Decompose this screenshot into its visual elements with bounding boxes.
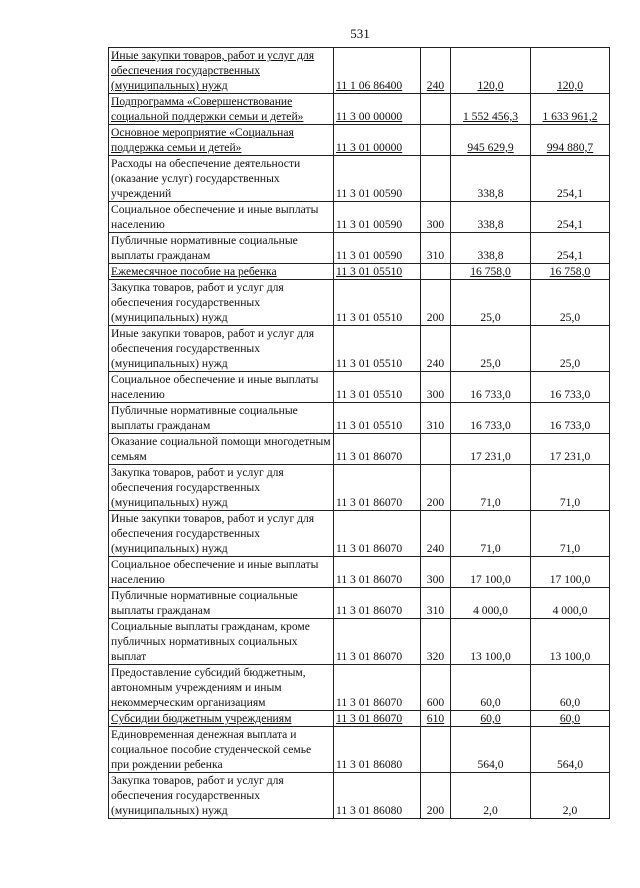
row-sum2-cell	[531, 511, 610, 557]
row-code-cell	[334, 94, 421, 125]
row-sum1-cell	[451, 665, 531, 711]
row-sum2-text: 16 733,0	[549, 419, 591, 432]
row-code-text: 11 3 01 05510	[336, 357, 403, 370]
row-vr-text: 310	[426, 249, 445, 262]
row-code-cell	[334, 588, 421, 619]
row-name-text: Публичные нормативные социальные выплаты гражданам	[111, 404, 298, 432]
row-sum1-cell	[451, 727, 531, 773]
row-name-cell	[109, 372, 334, 403]
row-name-text: Социальное обеспечение и иные выплаты населению	[111, 203, 319, 231]
row-name-cell	[109, 94, 334, 125]
row-code-cell	[334, 773, 421, 819]
row-vr-text: 300	[426, 388, 445, 401]
row-vr-text: 610	[426, 712, 445, 725]
row-sum2-text: 16 733,0	[549, 388, 591, 401]
row-name-text: Социальное обеспечение и иные выплаты населению	[111, 373, 319, 401]
row-code-text: 11 3 01 00590	[336, 218, 403, 231]
row-code-cell	[334, 125, 421, 156]
row-sum1-text: 17 100,0	[470, 573, 511, 586]
row-vr-text: 200	[426, 311, 445, 324]
table-row	[109, 125, 610, 156]
row-code-cell	[334, 372, 421, 403]
row-sum2-text: 1 633 961,2	[542, 110, 598, 123]
row-sum1-text: 16 733,0	[470, 419, 511, 432]
row-name-text: Иные закупки товаров, работ и услуг для обеспечения государственных (муниципальных) нужд	[111, 512, 315, 555]
row-vr-cell	[421, 403, 451, 434]
row-sum2-text: 994 880,7	[546, 141, 594, 154]
row-name-text: Социальное обеспечение и иные выплаты населению	[111, 558, 319, 586]
row-sum1-cell	[451, 125, 531, 156]
row-name-text: Иные закупки товаров, работ и услуг для обеспечения государственных (муниципальных) нужд	[111, 49, 315, 92]
row-code-cell	[334, 465, 421, 511]
row-sum1-cell	[451, 94, 531, 125]
row-sum2-text: 254,1	[556, 249, 584, 262]
row-name-text: Основное мероприятие «Социальная поддержка семьи и детей»	[111, 126, 294, 154]
row-vr-cell	[421, 434, 451, 465]
row-vr-text: 310	[426, 604, 445, 617]
row-name-cell	[109, 264, 334, 280]
row-vr-cell	[421, 372, 451, 403]
row-vr-cell	[421, 665, 451, 711]
row-code-text: 11 3 01 86070	[336, 496, 403, 509]
row-code-text: 11 3 01 00000	[336, 141, 403, 154]
row-name-cell	[109, 588, 334, 619]
row-sum2-cell	[531, 619, 610, 665]
row-sum2-text: 25,0	[559, 357, 581, 370]
row-code-text: 11 3 01 86070	[336, 573, 403, 586]
row-vr-text: 300	[426, 573, 445, 586]
row-sum1-text: 13 100,0	[470, 650, 511, 663]
row-name-cell	[109, 727, 334, 773]
row-sum2-cell	[531, 233, 610, 264]
row-vr-text: 200	[426, 804, 445, 817]
row-vr-cell	[421, 711, 451, 727]
table-row	[109, 711, 610, 727]
row-name-cell	[109, 233, 334, 264]
row-sum1-text: 945 629,9	[467, 141, 514, 154]
row-vr-cell	[421, 233, 451, 264]
row-sum2-text: 120,0	[556, 79, 584, 92]
row-sum2-cell	[531, 588, 610, 619]
table-row	[109, 619, 610, 665]
row-code-cell	[334, 727, 421, 773]
row-sum1-text: 60,0	[480, 712, 501, 725]
row-code-text: 11 1 06 86400	[336, 79, 403, 92]
row-sum2-text: 17 100,0	[549, 573, 591, 586]
row-sum2-cell	[531, 125, 610, 156]
row-vr-cell	[421, 465, 451, 511]
row-sum1-cell	[451, 202, 531, 233]
row-name-cell	[109, 48, 334, 94]
row-name-text: Подпрограмма «Совершенствование социальной поддержки семьи и детей»	[111, 95, 304, 123]
budget-table	[108, 47, 610, 819]
row-sum2-cell	[531, 403, 610, 434]
row-sum2-cell	[531, 711, 610, 727]
row-name-cell	[109, 465, 334, 511]
table-row	[109, 233, 610, 264]
page-number: 531	[350, 26, 370, 41]
row-name-text: Единовременная денежная выплата и социальное пособие студенческой семье при рождении ребенка	[111, 728, 312, 771]
row-sum1-cell	[451, 372, 531, 403]
row-sum2-cell	[531, 665, 610, 711]
row-name-cell	[109, 326, 334, 372]
row-sum2-cell	[531, 727, 610, 773]
row-code-text: 11 3 01 05510	[336, 419, 403, 432]
row-sum2-text: 17 231,0	[549, 450, 591, 463]
row-name-cell	[109, 434, 334, 465]
row-name-text: Ежемесячное пособие на ребенка	[111, 265, 277, 278]
row-vr-text: 240	[426, 542, 445, 555]
row-sum1-text: 338,8	[477, 187, 504, 200]
row-name-cell	[109, 202, 334, 233]
row-code-text: 11 3 01 86080	[336, 804, 403, 817]
row-vr-cell	[421, 280, 451, 326]
row-code-text: 11 3 01 86080	[336, 758, 403, 771]
row-name-text: Закупка товаров, работ и услуг для обеспечения государственных (муниципальных) нужд	[111, 774, 284, 817]
row-code-cell	[334, 233, 421, 264]
row-sum1-cell	[451, 511, 531, 557]
row-name-text: Закупка товаров, работ и услуг для обеспечения государственных (муниципальных) нужд	[111, 466, 284, 509]
row-code-cell	[334, 511, 421, 557]
row-sum2-text: 564,0	[556, 758, 584, 771]
row-sum2-cell	[531, 94, 610, 125]
row-vr-cell	[421, 619, 451, 665]
row-sum1-cell	[451, 465, 531, 511]
table-row	[109, 372, 610, 403]
row-vr-text: 310	[426, 419, 445, 432]
row-code-text: 11 3 01 86070	[336, 696, 403, 709]
table-row	[109, 202, 610, 233]
row-name-text: Публичные нормативные социальные выплаты гражданам	[111, 234, 298, 262]
row-name-cell	[109, 156, 334, 202]
row-sum1-cell	[451, 48, 531, 94]
row-name-cell	[109, 665, 334, 711]
row-sum2-cell	[531, 156, 610, 202]
row-vr-cell	[421, 326, 451, 372]
row-code-text: 11 3 01 86070	[336, 650, 403, 663]
row-name-cell	[109, 773, 334, 819]
row-vr-cell	[421, 94, 451, 125]
row-vr-cell	[421, 125, 451, 156]
row-code-cell	[334, 665, 421, 711]
row-sum2-text: 71,0	[559, 542, 581, 555]
row-sum1-cell	[451, 403, 531, 434]
row-sum2-text: 25,0	[559, 311, 581, 324]
row-vr-cell	[421, 588, 451, 619]
budget-table-body	[109, 48, 610, 819]
row-sum2-text: 60,0	[559, 696, 581, 709]
row-sum1-text: 338,8	[477, 249, 504, 262]
row-sum1-cell	[451, 326, 531, 372]
row-sum1-text: 16 758,0	[470, 265, 511, 278]
row-code-text: 11 3 01 05510	[336, 388, 403, 401]
table-row	[109, 465, 610, 511]
row-sum1-text: 60,0	[480, 696, 501, 709]
row-sum2-text: 60,0	[559, 712, 581, 725]
row-sum1-cell	[451, 434, 531, 465]
row-sum2-cell	[531, 326, 610, 372]
row-name-text: Субсидии бюджетным учреждениям	[111, 712, 292, 725]
row-vr-text: 240	[426, 79, 445, 92]
table-row	[109, 403, 610, 434]
row-sum1-cell	[451, 233, 531, 264]
row-sum1-cell	[451, 773, 531, 819]
row-sum1-text: 4 000,0	[473, 604, 508, 617]
row-sum2-text: 4 000,0	[552, 604, 588, 617]
row-sum2-cell	[531, 434, 610, 465]
row-name-cell	[109, 125, 334, 156]
row-name-cell	[109, 511, 334, 557]
row-vr-text: 200	[426, 496, 445, 509]
row-sum1-text: 25,0	[480, 357, 501, 370]
row-code-text: 11 3 01 00590	[336, 249, 403, 262]
row-vr-cell	[421, 511, 451, 557]
row-code-cell	[334, 156, 421, 202]
row-code-text: 11 3 01 86070	[336, 604, 403, 617]
row-vr-cell	[421, 557, 451, 588]
table-row	[109, 434, 610, 465]
row-sum1-text: 2,0	[483, 804, 498, 817]
row-sum2-cell	[531, 264, 610, 280]
table-row	[109, 156, 610, 202]
row-name-text: Иные закупки товаров, работ и услуг для обеспечения государственных (муниципальных) нужд	[111, 327, 315, 370]
row-sum1-text: 338,8	[477, 218, 504, 231]
row-code-text: 11 3 01 05510	[336, 265, 403, 278]
row-code-cell	[334, 403, 421, 434]
row-sum1-text: 17 231,0	[470, 450, 511, 463]
row-sum2-cell	[531, 48, 610, 94]
row-name-cell	[109, 711, 334, 727]
row-sum1-text: 71,0	[480, 496, 501, 509]
row-name-text: Оказание социальной помощи многодетным семьям	[111, 435, 331, 463]
table-row	[109, 280, 610, 326]
row-vr-cell	[421, 264, 451, 280]
row-name-cell	[109, 619, 334, 665]
table-row	[109, 588, 610, 619]
table-row	[109, 326, 610, 372]
table-row	[109, 48, 610, 94]
row-sum1-cell	[451, 264, 531, 280]
table-row	[109, 727, 610, 773]
row-code-text: 11 3 01 05510	[336, 311, 403, 324]
row-sum1-text: 120,0	[477, 79, 504, 92]
row-name-text: Публичные нормативные социальные выплаты гражданам	[111, 589, 298, 617]
row-sum1-cell	[451, 588, 531, 619]
row-sum1-cell	[451, 156, 531, 202]
row-sum1-text: 564,0	[477, 758, 504, 771]
row-vr-text: 240	[426, 357, 445, 370]
row-name-cell	[109, 280, 334, 326]
row-name-cell	[109, 557, 334, 588]
row-sum1-text: 25,0	[480, 311, 501, 324]
row-code-cell	[334, 48, 421, 94]
row-sum1-text: 1 552 456,3	[462, 110, 519, 123]
row-code-cell	[334, 557, 421, 588]
row-code-text: 11 3 01 00590	[336, 187, 403, 200]
row-vr-text: 300	[426, 218, 445, 231]
row-sum1-text: 71,0	[480, 542, 501, 555]
row-code-text: 11 3 01 86070	[336, 450, 403, 463]
row-sum1-cell	[451, 711, 531, 727]
row-code-cell	[334, 264, 421, 280]
row-vr-cell	[421, 156, 451, 202]
row-sum2-text: 71,0	[559, 496, 581, 509]
table-row	[109, 511, 610, 557]
row-code-text: 11 3 01 86070	[336, 712, 403, 725]
row-sum2-cell	[531, 202, 610, 233]
row-name-text: Закупка товаров, работ и услуг для обеспечения государственных (муниципальных) нужд	[111, 281, 284, 324]
table-row	[109, 94, 610, 125]
row-vr-cell	[421, 202, 451, 233]
table-row	[109, 557, 610, 588]
row-code-cell	[334, 280, 421, 326]
row-sum2-cell	[531, 372, 610, 403]
row-sum2-cell	[531, 773, 610, 819]
row-sum2-cell	[531, 280, 610, 326]
row-code-text: 11 3 01 86070	[336, 542, 403, 555]
row-vr-text: 320	[426, 650, 445, 663]
row-vr-cell	[421, 727, 451, 773]
row-sum2-cell	[531, 557, 610, 588]
table-row	[109, 264, 610, 280]
row-code-cell	[334, 711, 421, 727]
row-name-text: Расходы на обеспечение деятельности (оказание услуг) государственных учреждений	[111, 157, 301, 200]
row-sum1-cell	[451, 557, 531, 588]
row-name-cell	[109, 403, 334, 434]
row-sum2-text: 16 758,0	[549, 265, 591, 278]
row-sum2-cell	[531, 465, 610, 511]
table-row	[109, 773, 610, 819]
row-code-cell	[334, 202, 421, 233]
table-row	[109, 665, 610, 711]
row-vr-text: 600	[426, 696, 445, 709]
row-sum1-text: 16 733,0	[470, 388, 511, 401]
row-vr-cell	[421, 48, 451, 94]
row-vr-cell	[421, 773, 451, 819]
row-code-cell	[334, 326, 421, 372]
row-name-text: Социальные выплаты гражданам, кроме публичных нормативных социальных выплат	[111, 620, 310, 663]
row-sum2-text: 254,1	[556, 218, 584, 231]
row-sum2-text: 254,1	[556, 187, 584, 200]
row-code-cell	[334, 619, 421, 665]
row-sum1-cell	[451, 280, 531, 326]
row-sum2-text: 2,0	[562, 804, 578, 817]
row-sum2-text: 13 100,0	[549, 650, 591, 663]
row-sum1-cell	[451, 619, 531, 665]
row-name-text: Предоставление субсидий бюджетным, автономным учреждениям и иным некоммерческим организациям	[111, 666, 306, 709]
row-code-cell	[334, 434, 421, 465]
row-code-text: 11 3 00 00000	[336, 110, 403, 123]
